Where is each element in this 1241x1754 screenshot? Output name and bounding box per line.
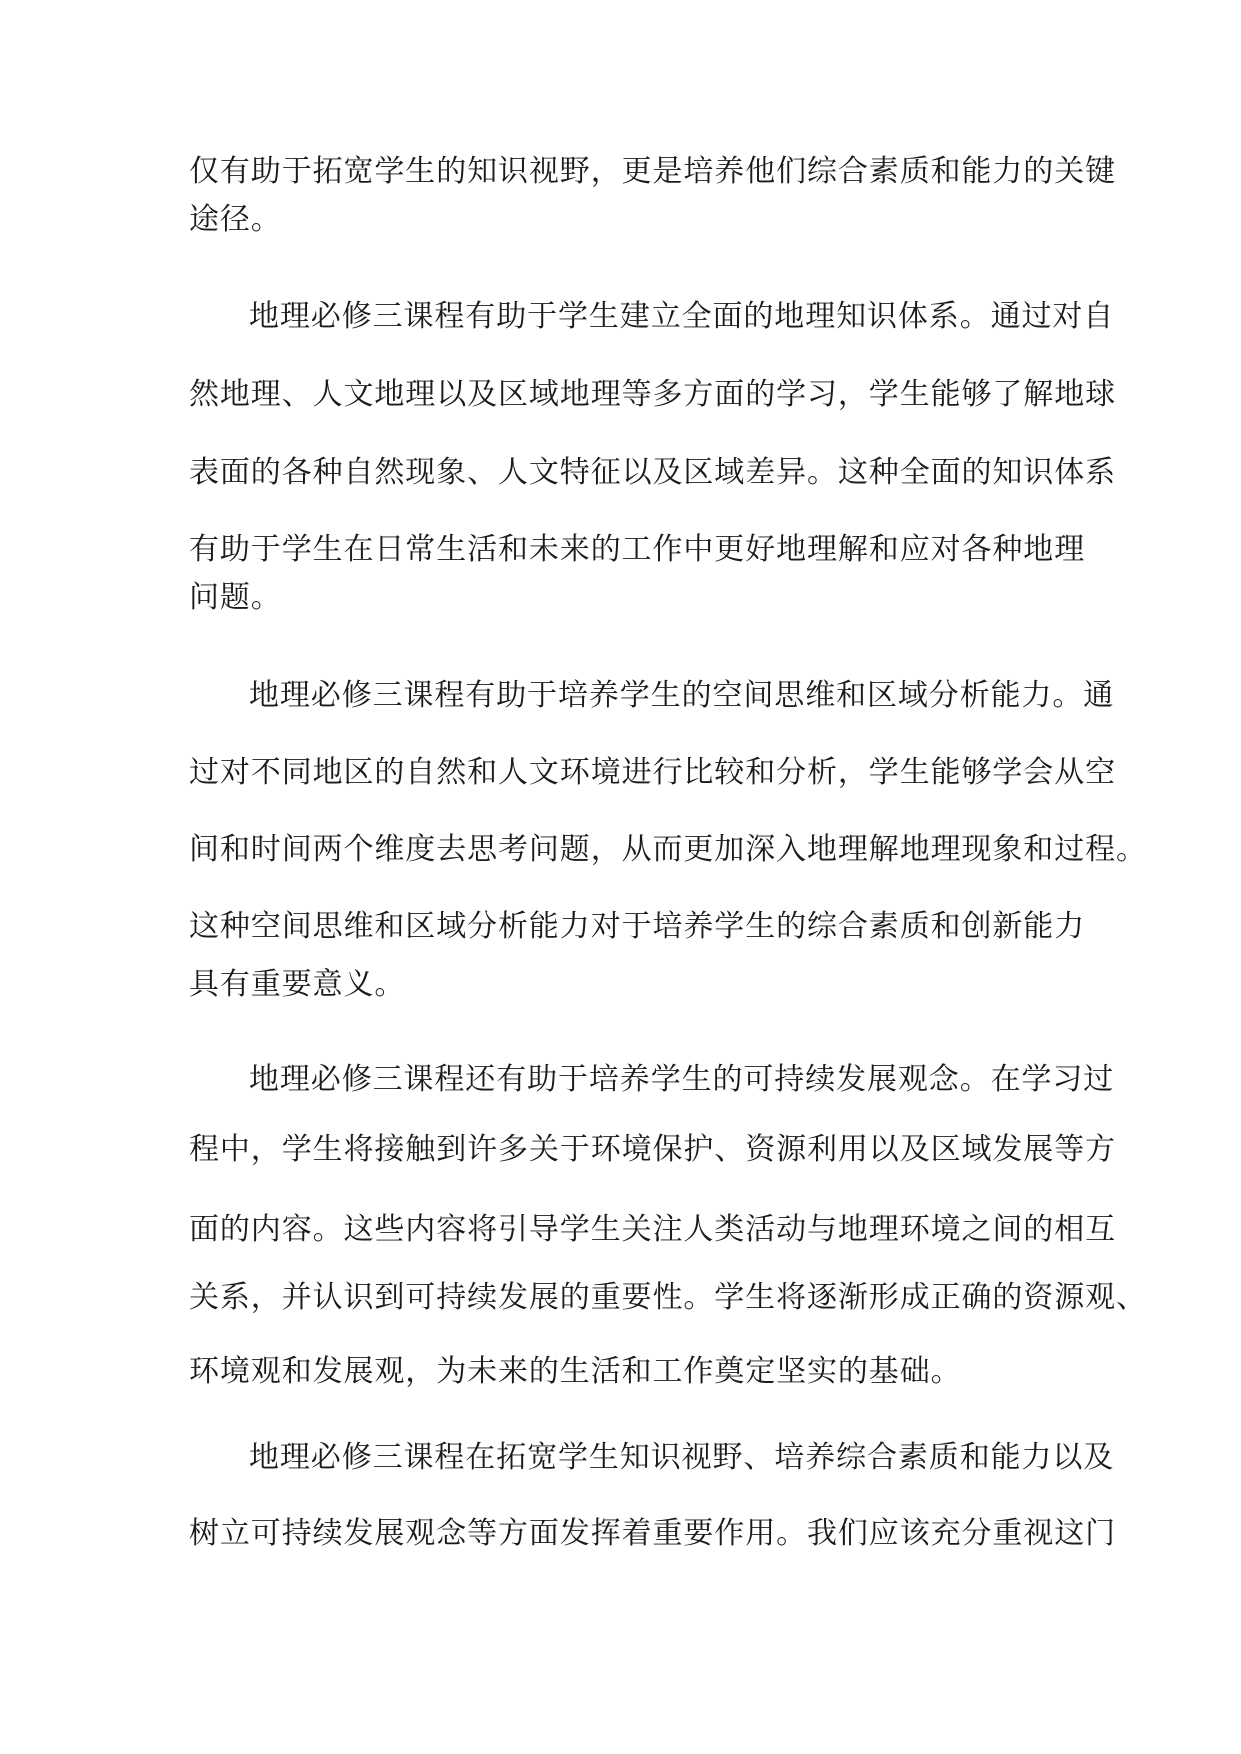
text-line: 有助于学生在日常生活和未来的工作中更好地理解和应对各种地理 [189, 532, 1086, 567]
text-line: 树立可持续发展观念等方面发挥着重要作用。我们应该充分重视这门 [189, 1516, 1116, 1551]
text-line: 面的内容。这些内容将引导学生关注人类活动与地理环境之间的相互 [189, 1212, 1116, 1247]
text-line: 具有重要意义。 [189, 967, 406, 1002]
text-line: 程中，学生将接触到许多关于环境保护、资源利用以及区域发展等方 [189, 1132, 1116, 1167]
paragraph-first-line: 地理必修三课程有助于学生建立全面的地理知识体系。通过对自 [249, 299, 1115, 334]
paragraph-first-line: 地理必修三课程有助于培养学生的空间思维和区域分析能力。通 [249, 678, 1115, 713]
paragraph-first-line: 地理必修三课程还有助于培养学生的可持续发展观念。在学习过 [249, 1062, 1115, 1097]
text-line: 这种空间思维和区域分析能力对于培养学生的综合素质和创新能力 [189, 909, 1086, 944]
text-line: 仅有助于拓宽学生的知识视野，更是培养他们综合素质和能力的关键 [189, 154, 1116, 189]
text-line: 表面的各种自然现象、人文特征以及区域差异。这种全面的知识体系 [189, 455, 1116, 490]
paragraph-first-line: 地理必修三课程在拓宽学生知识视野、培养综合素质和能力以及 [249, 1440, 1115, 1475]
text-line: 环境观和发展观，为未来的生活和工作奠定坚实的基础。 [189, 1354, 962, 1389]
text-line: 问题。 [189, 580, 282, 615]
text-line: 关系，并认识到可持续发展的重要性。学生将逐渐形成正确的资源观、 [189, 1280, 1147, 1315]
text-line: 间和时间两个维度去思考问题，从而更加深入地理解地理现象和过程。 [189, 832, 1147, 867]
text-line: 然地理、人文地理以及区域地理等多方面的学习，学生能够了解地球 [189, 377, 1116, 412]
text-line: 途径。 [189, 202, 282, 237]
text-line: 过对不同地区的自然和人文环境进行比较和分析，学生能够学会从空 [189, 755, 1116, 790]
